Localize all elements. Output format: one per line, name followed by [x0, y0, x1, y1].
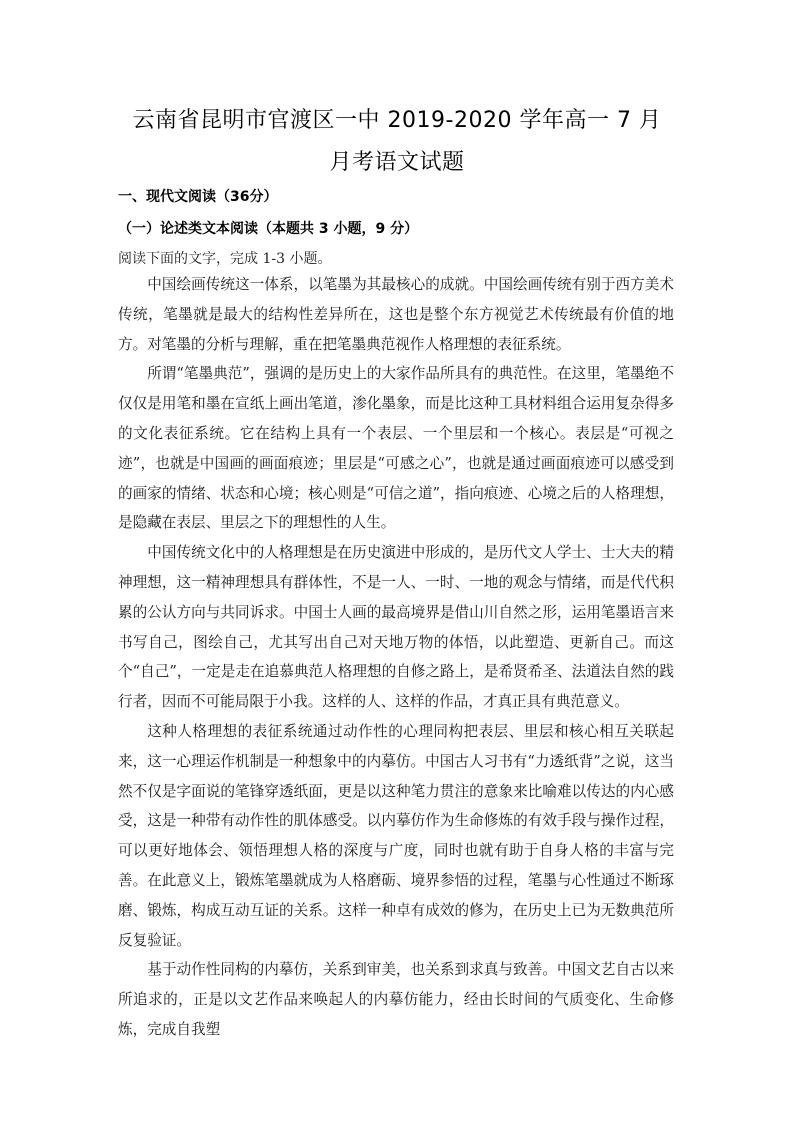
section-heading: 一、现代文阅读（36分） [118, 189, 278, 205]
passage-paragraph: 基于动作性同构的内摹仿，关系到审美，也关系到求真与致善。中国文艺自古以来所追求的，正是以文艺作品来唤起人的内摹仿能力，经由长时间的气质变化、生命修炼，完成自我塑 [118, 961, 674, 1038]
passage-body [118, 270, 674, 1045]
reading-instruction: 阅读下面的文字，完成 1-3 小题。 [118, 251, 332, 267]
subsection-heading: （一）论述类文本阅读（本题共 3 小题，9 分） [118, 221, 419, 237]
document-title-line-1: 云南省昆明市官渡区一中 2019-2020 学年高一 7 月 [132, 108, 662, 133]
passage-paragraph: 中国传统文化中的人格理想是在历史演进中形成的，是历代文人学士、士大夫的精神理想，这一精神理想具有群体性，不是一人、一时、一地的观念与情绪，而是代代积累的公认方向与共同诉求。中国士人画的最高境界是借山川自然之形，运用笔墨语言来书写自己，图绘自己，尤其写出自己对天地万物的体悟，以此塑造、更新自己。而这个“自己”，一定是走在追慕典范人格理想的自修之路上，是希贤希圣、法道法自然的践行者，因而不可能局限于小我。这样的人、这样的作品，才真正具有典范意义。 [118, 544, 674, 711]
passage-paragraph: 这种人格理想的表征系统通过动作性的心理同构把表层、里层和核心相互关联起来，这一心理运作机制是一种想象中的内摹仿。中国古人习书有“力透纸背”之说，这当然不仅是字面说的笔锋穿透纸面，更是以这种笔力贯注的意象来比喻难以传达的内心感受，这是一种带有动作性的肌体感受。以内摹仿作为生命修炼的有效手段与操作过程，可以更好地体会、领悟理想人格的深度与广度，同时也就有助于自身人格的丰富与完善。在此意义上，锻炼笔墨就成为人格磨砺、境界参悟的过程，笔墨与心性通过不断琢磨、锻炼，构成互动互证的关系。这样一种卓有成效的修为，在历史上已为无数典范所反复验证。 [118, 722, 674, 949]
document-title-line-2: 月考语文试题 [329, 150, 465, 175]
passage-paragraph: 中国绘画传统这一体系，以笔墨为其最核心的成就。中国绘画传统有别于西方美术传统，笔墨就是最大的结构性差异所在，这也是整个东方视觉艺术传统最有价值的地方。对笔墨的分析与理解，重在把笔墨典范视作人格理想的表征系统。 [118, 276, 674, 353]
passage-paragraph: 所谓“笔墨典范”，强调的是历史上的大家作品所具有的典范性。在这里，笔墨绝不仅仅是用笔和墨在宣纸上画出笔道，渗化墨象，而是比这种工具材料组合运用复杂得多的文化表征系统。它在结构上具有一个表层、一个里层和一个核心。表层是“可视之迹”，也就是中国画的画面痕迹；里层是“可感之心”，也就是通过画面痕迹可以感受到的画家的情绪、状态和心境；核心则是“可信之道”，指向痕迹、心境之后的人格理想，是隐藏在表层、里层之下的理想性的人生。 [118, 365, 674, 532]
